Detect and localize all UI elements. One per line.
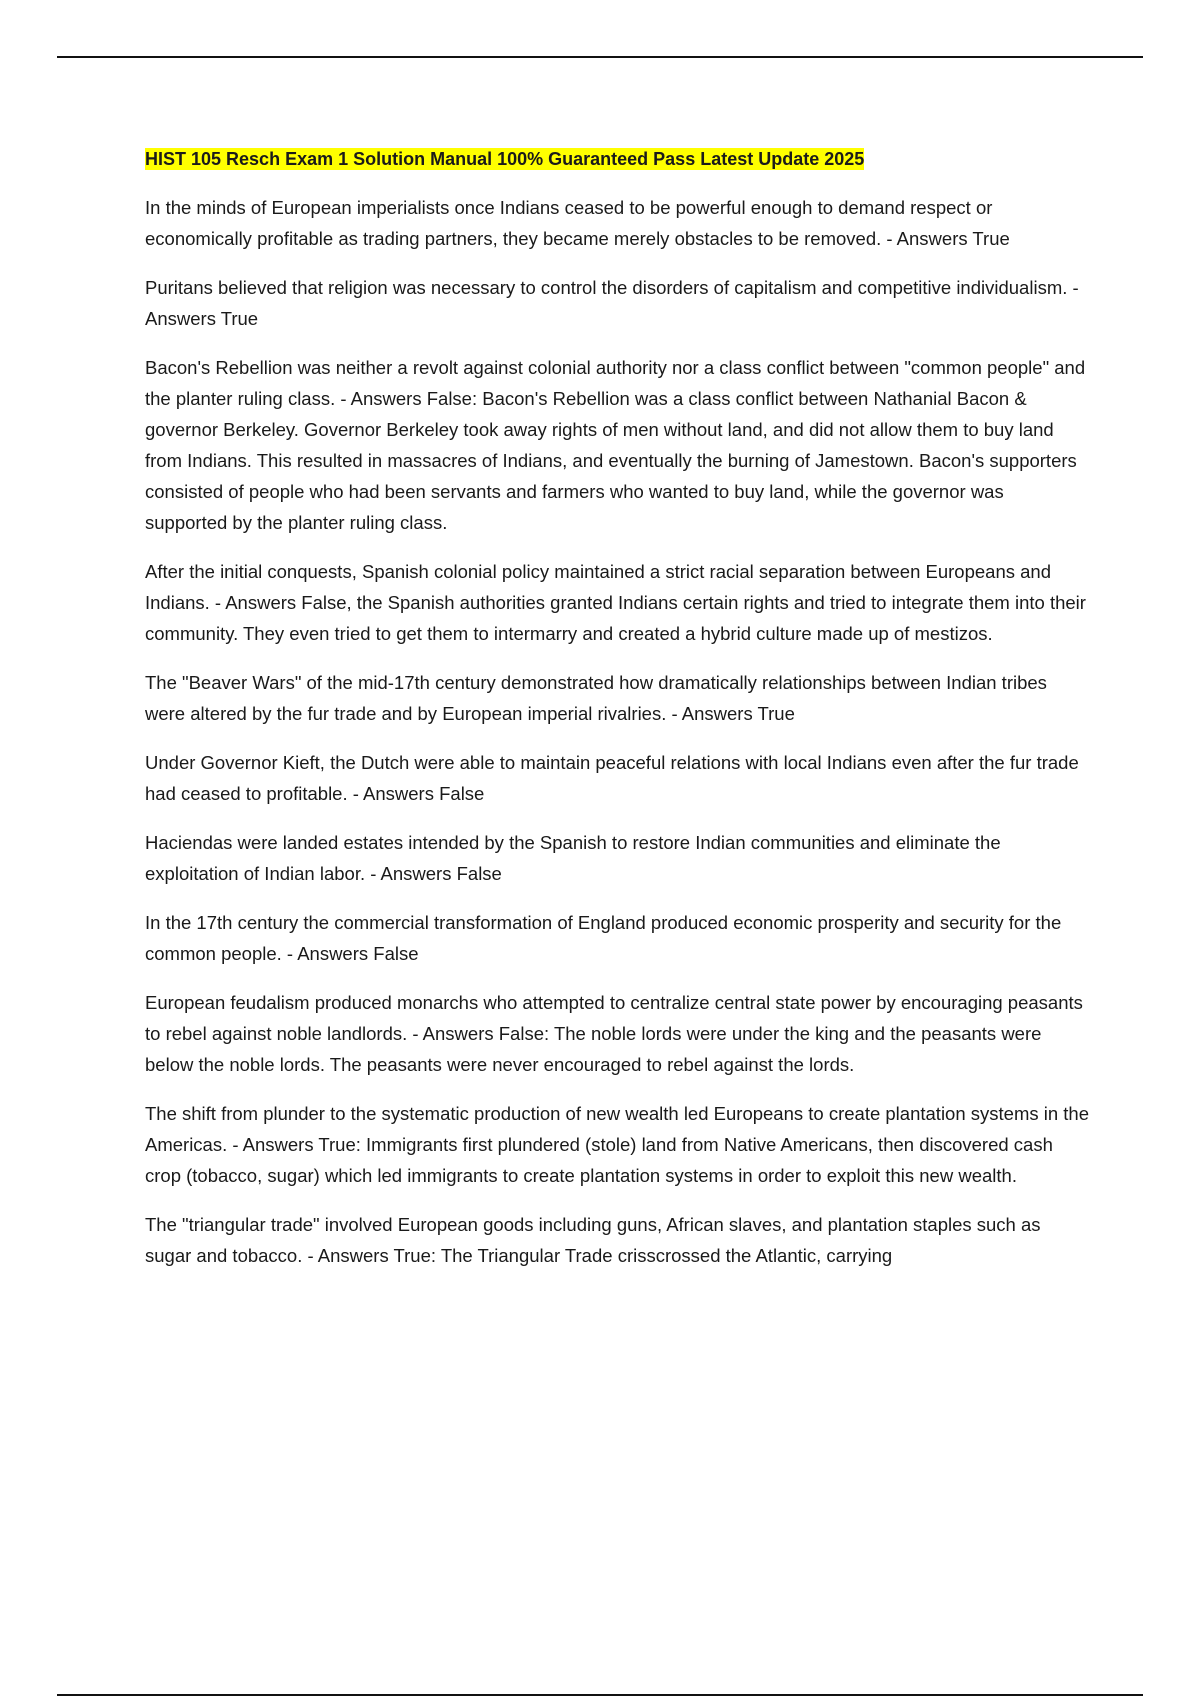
question-answer: Under Governor Kieft, the Dutch were able to maintain peaceful relations with local Indians even after the fur trade had ceased to profitable. - Answers False bbox=[145, 752, 1079, 804]
question-answer: The shift from plunder to the systematic production of new wealth led Europeans to create plantation systems in the Americas. - Answers True: Immigrants first plundered (stole) land from Native Americans, then discovered cash crop (tobacco, sugar) which led immigrants to create plantation systems in order to exploit this new wealth. bbox=[145, 1103, 1090, 1186]
document-title: HIST 105 Resch Exam 1 Solution Manual 100% Guaranteed Pass Latest Update 2025 bbox=[145, 149, 865, 169]
question-answer: In the 17th century the commercial transformation of England produced economic prosperity and security for the common people. - Answers False bbox=[145, 912, 1062, 964]
header-rule bbox=[57, 56, 1143, 58]
footer-rule bbox=[57, 1694, 1143, 1696]
document-body bbox=[145, 144, 1090, 1289]
title-line bbox=[145, 144, 1090, 176]
question-answer: The "triangular trade" involved European goods including guns, African slaves, and plantation staples such as sugar and tobacco. - Answers True: The Triangular Trade crisscrossed the Atlantic, carrying bbox=[145, 1214, 1041, 1266]
question-answer: After the initial conquests, Spanish colonial policy maintained a strict racial separation between Europeans and Indians. - Answers False, the Spanish authorities granted Indians certain rights and tried to integrate them into their community. They even tried to get them to intermarry and created a hybrid culture made up of mestizos. bbox=[145, 561, 1086, 644]
question-answer: Puritans believed that religion was necessary to control the disorders of capitalism and competitive individualism. - Answers True bbox=[145, 277, 1079, 329]
question-answer: In the minds of European imperialists once Indians ceased to be powerful enough to demand respect or economically profitable as trading partners, they became merely obstacles to be removed. - Answers True bbox=[145, 197, 1010, 249]
question-answer: European feudalism produced monarchs who attempted to centralize central state power by encouraging peasants to rebel against noble landlords. - Answers False: The noble lords were under the king and the peasants were below the noble lords. The peasants were never encouraged to rebel against the lords. bbox=[145, 992, 1083, 1075]
question-answer: Haciendas were landed estates intended by the Spanish to restore Indian communities and eliminate the exploitation of Indian labor. - Answers False bbox=[145, 832, 1001, 884]
question-answer: Bacon's Rebellion was neither a revolt against colonial authority nor a class conflict between "common people" and the planter ruling class. - Answers False: Bacon's Rebellion was a class conflict between Nathanial Bacon & governor Berkeley. Governor Berkeley took away rights of men without land, and did not allow them to buy land from Indians. This resulted in massacres of Indians, and eventually the burning of Jamestown. Bacon's supporters consisted of people who had been servants and farmers who wanted to buy land, while the governor was supported by the planter ruling class. bbox=[145, 357, 1086, 533]
question-answer: The "Beaver Wars" of the mid-17th century demonstrated how dramatically relationships between Indian tribes were altered by the fur trade and by European imperial rivalries. - Answers True bbox=[145, 672, 1047, 724]
